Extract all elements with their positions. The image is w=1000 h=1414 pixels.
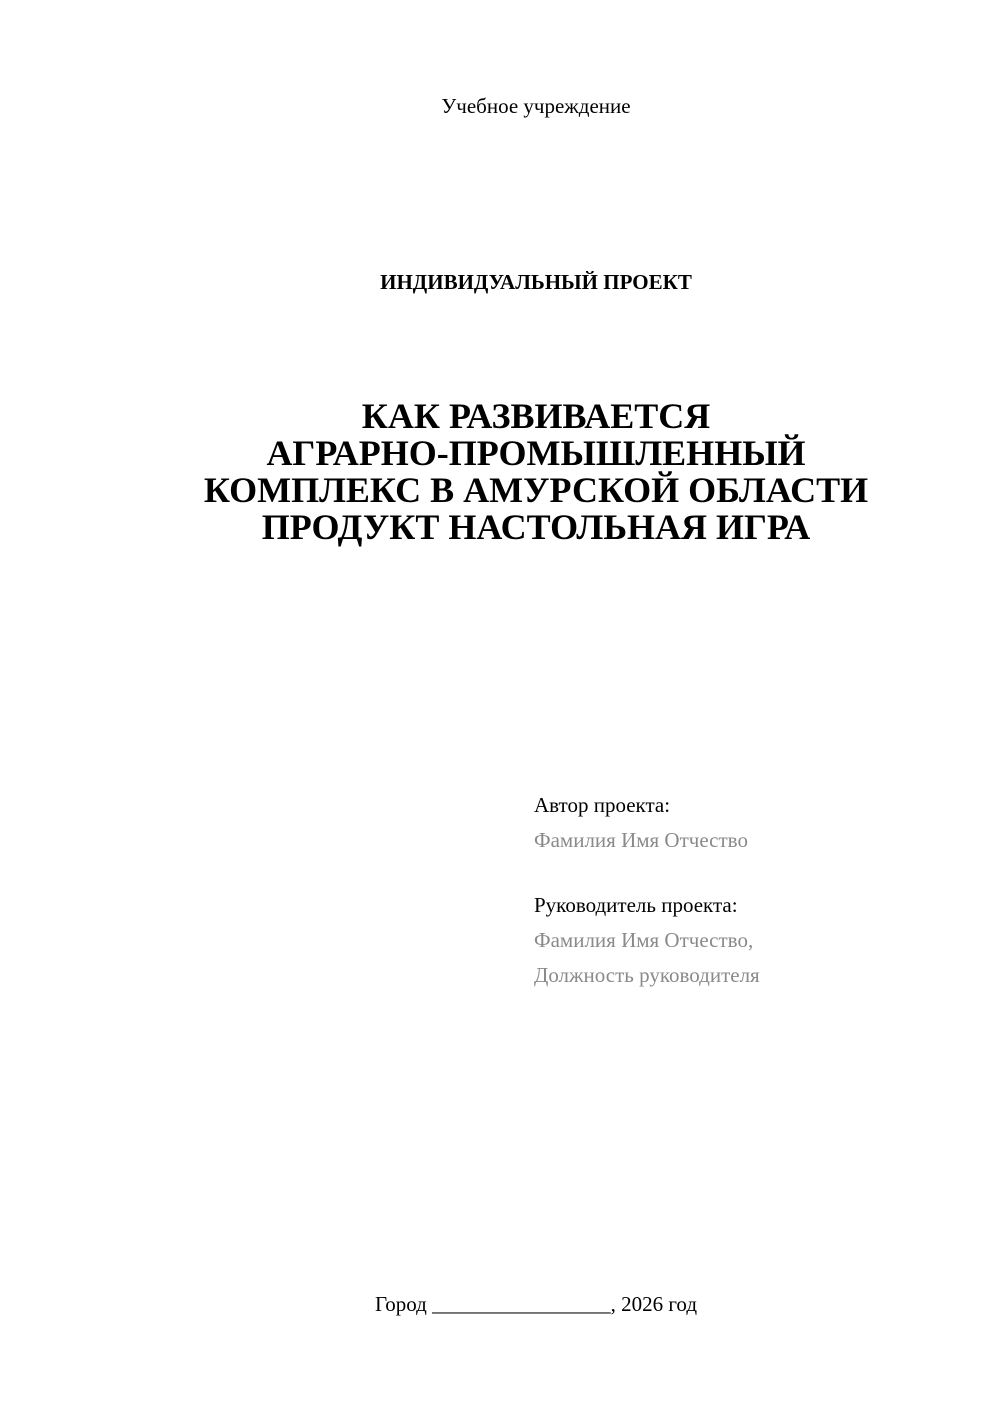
- supervisor-name: Фамилия Имя Отчество,: [534, 928, 754, 952]
- author-label: Автор проекта:: [534, 793, 671, 817]
- city-year-line: Город _________________, 2026 год: [374, 1292, 698, 1316]
- title-line: КАК РАЗВИВАЕТСЯ: [361, 396, 711, 436]
- credits-spacer: [534, 858, 974, 888]
- title-line: ПРОДУКТ НАСТОЛЬНАЯ ИГРА: [261, 507, 811, 547]
- credits-block: [534, 788, 974, 993]
- author-name: Фамилия Имя Отчество: [534, 828, 748, 852]
- title-line: АГРАРНО-ПРОМЫШЛЕННЫЙ: [266, 433, 806, 473]
- title-line: КОМПЛЕКС В АМУРСКОЙ ОБЛАСТИ: [203, 470, 869, 510]
- document-type: ИНДИВИДУАЛЬНЫЙ ПРОЕКТ: [380, 270, 692, 294]
- project-title: [0, 398, 1000, 546]
- supervisor-label: Руководитель проекта:: [534, 893, 738, 917]
- institution-name: Учебное учреждение: [441, 94, 631, 118]
- supervisor-position: Должность руководителя: [534, 963, 760, 987]
